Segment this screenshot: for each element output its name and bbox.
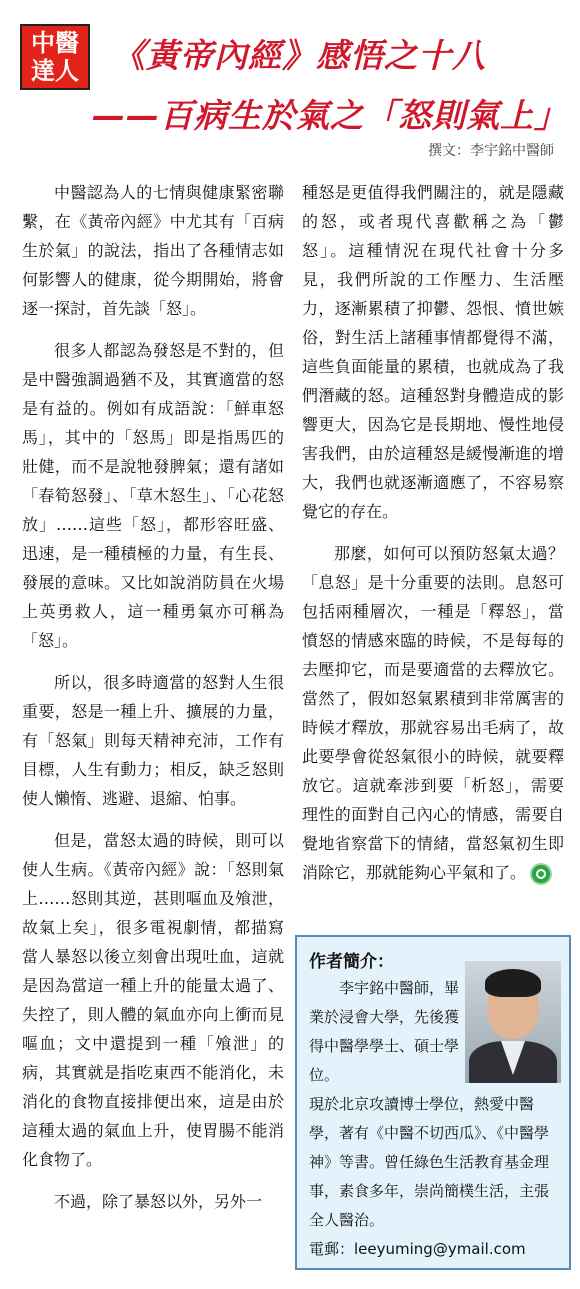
recycle-leaf-icon [530, 863, 552, 885]
author-box-title: 作者簡介： [309, 952, 394, 972]
author-bio-bottom: 現於北京攻讀博士學位，熱愛中醫學，著有《中醫不切西瓜》、《中醫學神》等書。曾任綠色生活教育基金理事，素食多年，崇尚簡樸生活，主張全人醫治。 [309, 1095, 550, 1229]
article-column-right [302, 178, 564, 900]
paragraph: 中醫認為人的七情與健康緊密聯繫，在《黃帝內經》中尤其有「百病生於氣」的說法，指出了各種情志如何影響人的健康，從今期開始，將會逐一探討，首先談「怒」。 [22, 183, 284, 318]
paragraph: 很多人都認為發怒是不對的，但是中醫強調過猶不及，其實適當的怒是有益的。例如有成語說：「鮮車怒馬」，其中的「怒馬」即是指馬匹的壯健，而不是說牠發脾氣；還有諸如「春筍怒發」、「草木怒生」、「心花怒放」……這些「怒」，都形容旺盛、迅速，是一種積極的力量，有生長、發展的意味。又比如說消防員在火場上英勇救人，這一種勇氣亦可稱為「怒」。 [22, 341, 284, 650]
article-title: 《黃帝內經》感悟之十八 [112, 36, 486, 75]
article-column-left [22, 178, 284, 1229]
author-bio-top: 李宇銘中醫師，畢業於浸會大學，先後獲得中醫學學士、碩士學位。 [309, 979, 460, 1084]
article-subtitle: ——百病生於氣之「怒則氣上」 [92, 96, 568, 135]
paragraph: 不過，除了暴怒以外，另外一 [54, 1192, 263, 1211]
paragraph: 但是，當怒太過的時候，則可以使人生病。《黃帝內經》說：「怒則氣上……怒則其逆，甚則嘔血及飧泄，故氣上矣」，很多電視劇情，都描寫當人暴怒以後立刻會出現吐血，這就是因為當這一種上升的能量太過了、失控了，則人體的氣血亦向上衝而見嘔血；文中還提到一種「飧泄」的病，其實就是指吃東西不能消化，未消化的食物直接排便出來，這是由於這種太過的氣血上升，使胃腸不能消化食物了。 [22, 831, 284, 1169]
paragraph-last [302, 539, 564, 887]
author-photo [465, 961, 561, 1083]
column-logo [20, 24, 90, 90]
paragraph: 種怒是更值得我們關注的，就是隱藏的怒，或者現代喜歡稱之為「鬱怒」。這種情況在現代社會十分多見，我們所說的工作壓力、生活壓力，逐漸累積了抑鬱、怨恨、憤世嫉俗，對生活上諸種事情都覺得不滿，這些負面能量的累積，也就成為了我們潛藏的怒。這種怒對身體造成的影響更大，因為它是長期地、慢性地侵害我們，由於這種怒是緩慢漸進的增大，我們也就逐漸適應了，不容易察覺它的存在。 [302, 183, 564, 521]
author-email: 電郵：leeyuming@ymail.com [309, 1240, 526, 1258]
logo-line-2: 達人 [31, 57, 79, 85]
paragraph: 所以，很多時適當的怒對人生很重要，怒是一種上升、擴展的力量，有「怒氣」則每天精神充沛，工作有目標，人生有動力；相反，缺乏怒則使人懶惰、逃避、退縮、怕事。 [22, 673, 284, 808]
byline: 撰文：李宇銘中醫師 [428, 143, 554, 159]
logo-line-1: 中醫 [31, 29, 79, 57]
author-profile-box [295, 935, 571, 1270]
paragraph-text: 那麼，如何可以預防怒氣太過？「息怒」是十分重要的法則。息怒可包括兩種層次，一種是「釋怒」，當憤怒的情感來臨的時候，不是每每的去壓抑它，而是要適當的去釋放它。當然了，假如怒氣累積到非常厲害的時候才釋放，那就容易出毛病了，故此要學會從怒氣很小的時候，就要釋放它。這就牽涉到要「析怒」，需要理性的面對自己內心的情感，需要自覺地省察當下的情緒，當怒氣初生即消除它，那就能夠心平氣和了。 [302, 544, 564, 882]
